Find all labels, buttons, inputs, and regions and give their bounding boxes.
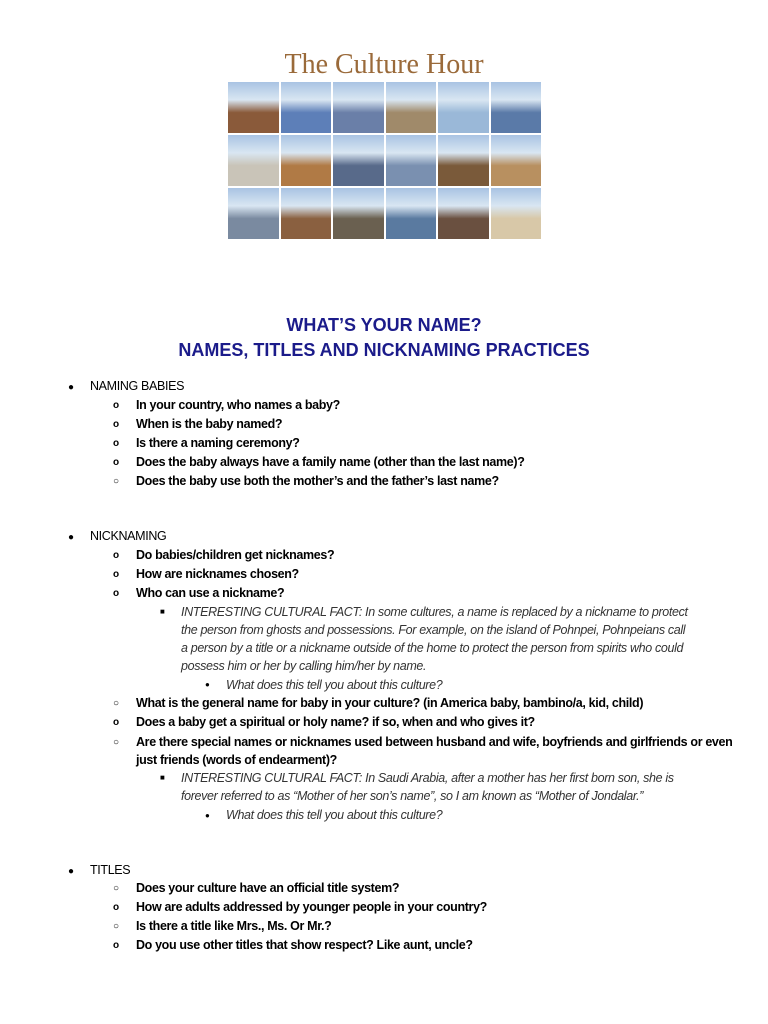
question-item: Is there a title like Mrs., Ms. Or Mr.?: [136, 919, 332, 933]
question-item: In your country, who names a baby?: [136, 398, 340, 412]
landmark-photo-tile: [386, 82, 437, 133]
bullet-icon: ○: [113, 921, 120, 932]
bullet-icon: ○: [113, 737, 120, 748]
section-label-titles: TITLES: [90, 863, 131, 877]
document-title: The Culture Hour: [284, 49, 484, 80]
section-label-naming-babies: NAMING BABIES: [90, 379, 185, 393]
question-item: Who can use a nickname?: [136, 586, 285, 600]
bullet-icon: o: [113, 550, 120, 561]
question-item: Do babies/children get nicknames?: [136, 548, 335, 562]
cultural-fact-line: forever referred to as “Mother of her son’s name”, so I am known as “Mother of Jondalar.”: [181, 789, 644, 803]
worksheet-heading-line-1: WHAT’S YOUR NAME?: [286, 315, 482, 335]
reflection-question: What does this tell you about this culture?: [226, 808, 443, 822]
landmark-photo-tile: [491, 82, 542, 133]
cultural-fact-line: INTERESTING CULTURAL FACT: In some cultures, a name is replaced by a nickname to protect: [181, 605, 688, 619]
bullet-icon: ●: [68, 532, 75, 543]
section-label-nicknaming: NICKNAMING: [90, 529, 167, 543]
question-item: Does a baby get a spiritual or holy name? if so, when and who gives it?: [136, 715, 535, 729]
landmark-photo-tile: [333, 82, 384, 133]
landmark-photo-tile: [228, 82, 279, 133]
cultural-fact-line: INTERESTING CULTURAL FACT: In Saudi Arabia, after a mother has her first born son, she is: [181, 771, 674, 785]
question-item: Do you use other titles that show respect? Like aunt, uncle?: [136, 938, 473, 952]
bullet-icon: o: [113, 940, 120, 951]
landmark-photo-tile: [281, 135, 332, 186]
landmark-photo-tile: [438, 188, 489, 239]
question-item: What is the general name for baby in your culture? (in America baby, bambino/a, kid, child): [136, 696, 644, 710]
landmark-photo-tile: [386, 135, 437, 186]
bullet-icon: ○: [113, 698, 120, 709]
landmark-photo-tile: [491, 135, 542, 186]
landmark-photo-tile: [281, 82, 332, 133]
bullet-icon: o: [113, 717, 120, 728]
bullet-icon: o: [113, 902, 120, 913]
bullet-icon: o: [113, 588, 120, 599]
bullet-icon: o: [113, 569, 120, 580]
question-item: Does the baby always have a family name (other than the last name)?: [136, 455, 525, 469]
bullet-icon: ●: [68, 382, 75, 393]
bullet-icon: ●: [205, 680, 210, 689]
question-item: How are nicknames chosen?: [136, 567, 299, 581]
worksheet-heading-line-2: NAMES, TITLES AND NICKNAMING PRACTICES: [178, 340, 590, 360]
bullet-icon: o: [113, 400, 120, 411]
bullet-icon: o: [113, 419, 120, 430]
landmark-photo-tile: [438, 135, 489, 186]
bullet-icon: ●: [68, 866, 75, 877]
question-item: How are adults addressed by younger people in your country?: [136, 900, 487, 914]
landmark-photo-tile: [228, 188, 279, 239]
square-bullet-icon: ■: [160, 773, 165, 782]
question-item: Does your culture have an official title system?: [136, 881, 400, 895]
landmark-photo-tile: [333, 188, 384, 239]
landmark-photo-tile: [491, 188, 542, 239]
question-item: Does the baby use both the mother’s and the father’s last name?: [136, 474, 499, 488]
landmark-photo-tile: [281, 188, 332, 239]
cultural-fact-line: a person by a title or a nickname outside of the home to protect the person from spirits who could: [181, 641, 684, 655]
bullet-icon: o: [113, 438, 120, 449]
bullet-icon: ○: [113, 476, 120, 487]
question-item-continuation: just friends (words of endearment)?: [136, 753, 337, 767]
landmarks-collage-image: [228, 82, 541, 239]
bullet-icon: o: [113, 457, 120, 468]
cultural-fact-line: the person from ghosts and possessions. For example, on the island of Pohnpei, Pohnpeians call: [181, 623, 686, 637]
landmark-photo-tile: [386, 188, 437, 239]
question-item: Are there special names or nicknames used between husband and wife, boyfriends and girlfriends or even: [136, 735, 733, 749]
landmark-photo-tile: [228, 135, 279, 186]
question-item: When is the baby named?: [136, 417, 283, 431]
cultural-fact-line: possess him or her by calling him/her by name.: [181, 659, 427, 673]
reflection-question: What does this tell you about this culture?: [226, 678, 443, 692]
bullet-icon: ●: [205, 811, 210, 820]
bullet-icon: ○: [113, 883, 120, 894]
landmark-photo-tile: [438, 82, 489, 133]
question-item: Is there a naming ceremony?: [136, 436, 300, 450]
square-bullet-icon: ■: [160, 607, 165, 616]
landmark-photo-tile: [333, 135, 384, 186]
